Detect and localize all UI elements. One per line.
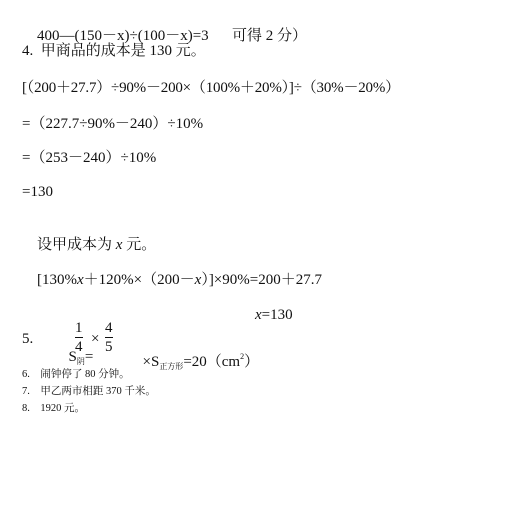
result-value: =20（cm: [183, 354, 241, 370]
numerator: 1: [75, 320, 83, 336]
times-s: ×S: [142, 354, 160, 370]
denominator: 5: [105, 339, 113, 355]
equation-line-4: =（227.7÷90%－240）÷10%: [22, 116, 204, 132]
equation-text: 400—(150－x)÷(100－x)=3: [37, 28, 209, 44]
denominator: 4: [75, 339, 83, 355]
solution-value: =130: [261, 307, 293, 323]
let-unit: 元。: [122, 237, 157, 253]
equation-line-3: [（200＋27.7）÷90%－200×（100%＋20%）]÷（30%－20%）: [22, 80, 400, 96]
superscript-2: 2: [240, 352, 245, 361]
answer-7: 7. 甲乙两市相距 370 千米。: [22, 386, 156, 397]
answer-4-heading: 4. 甲商品的成本是 130 元。: [22, 43, 206, 59]
fraction-bar: [105, 337, 113, 338]
subscript-square: 正方形: [159, 362, 184, 371]
answer-5-number: 5.: [22, 331, 34, 347]
answer-8: 8. 1920 元。: [22, 403, 85, 414]
equation-line-6: =130: [22, 184, 53, 200]
s-symbol: S: [68, 349, 77, 365]
eq8-part-b: ＋120%×（200－: [83, 272, 195, 288]
close-paren: ）: [244, 354, 260, 370]
let-text: 设甲成本为: [37, 237, 116, 253]
variable-x: x: [77, 272, 84, 288]
answer-6: 6. 闹钟停了 80 分钟。: [22, 369, 130, 380]
subscript-shaded: 阴: [76, 357, 85, 366]
variable-x: x: [194, 272, 202, 288]
fraction-one-quarter: [75, 320, 83, 355]
fraction-bar: [75, 337, 83, 338]
fraction-four-fifths: [105, 320, 113, 355]
variable-x: x: [255, 307, 262, 323]
equals-sign: =: [84, 349, 94, 365]
eq8-part-a: [130%: [37, 272, 77, 288]
eq8-part-c: ）]×90%=200＋27.7: [201, 272, 322, 288]
equation-line-5: =（253－240）÷10%: [22, 150, 157, 166]
score-note: 可得 2 分）: [232, 28, 308, 44]
numerator: 4: [105, 320, 113, 336]
variable-x: x: [115, 237, 123, 253]
times-sign: ×: [91, 331, 100, 347]
